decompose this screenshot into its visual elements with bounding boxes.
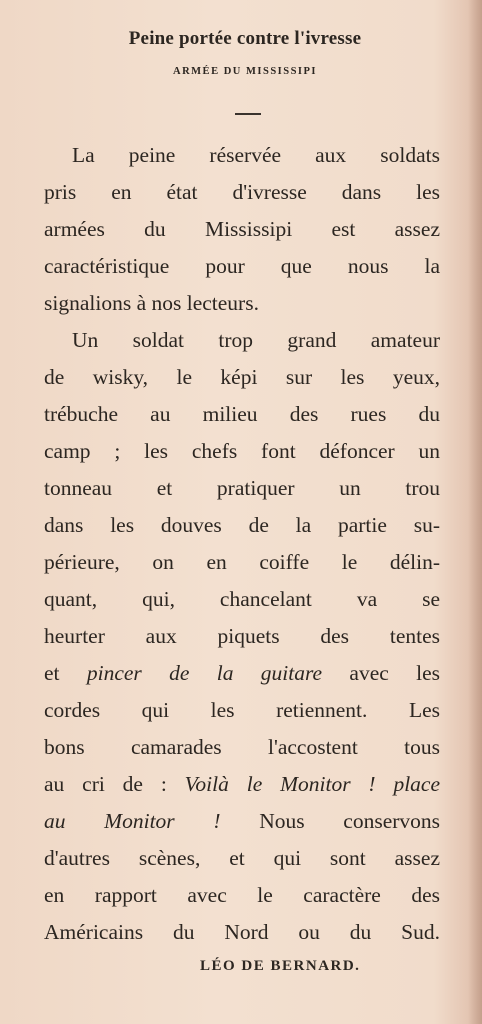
body-line: caractéristique pour que nous la: [44, 254, 440, 278]
body-line: [44, 769, 440, 799]
body-text: Nous conservons: [259, 809, 441, 833]
page-spine-shadow: [468, 0, 482, 1024]
body-line: de wisky, le képi sur les yeux,: [44, 365, 440, 389]
body-line: Un soldat trop grand amateur: [72, 328, 440, 352]
body-line: Américains du Nord ou du Sud.: [44, 920, 440, 944]
body-line: quant, qui, chancelant va se: [44, 587, 440, 611]
body-line: tonneau et pratiquer un trou: [44, 476, 440, 500]
italic-phrase: pincer de la guitare: [86, 661, 323, 685]
body-line: camp ; les chefs font défoncer un: [44, 439, 440, 463]
article-title: Peine portée contre l'ivresse: [128, 28, 362, 49]
body-line: pris en état d'ivresse dans les: [44, 180, 440, 204]
italic-phrase: au Monitor !: [44, 809, 221, 833]
body-text: et: [44, 661, 60, 685]
body-line: [44, 806, 440, 836]
author-signature: LÉO DE BERNARD.: [200, 958, 361, 974]
body-line: en rapport avec le caractère des: [44, 883, 440, 907]
article-subtitle: ARMÉE DU MISSISSIPI: [172, 66, 318, 77]
body-line: armées du Mississipi est assez: [44, 217, 440, 241]
title-divider: [235, 113, 261, 115]
body-line: heurter aux piquets des tentes: [44, 624, 440, 648]
body-line: cordes qui les retiennent. Les: [44, 698, 440, 722]
italic-phrase: Voilà le Monitor ! place: [184, 772, 440, 796]
body-text: avec les: [349, 661, 441, 685]
body-line: trébuche au milieu des rues du: [44, 402, 440, 426]
body-line: La peine réservée aux soldats: [72, 143, 440, 167]
body-line: bons camarades l'accostent tous: [44, 735, 440, 759]
body-line: périeure, on en coiffe le délin-: [44, 550, 440, 574]
body-line: d'autres scènes, et qui sont assez: [44, 846, 440, 870]
body-line: signalions à nos lecteurs.: [44, 291, 259, 315]
body-line: dans les douves de la partie su-: [44, 513, 440, 537]
body-text: au cri de :: [44, 772, 167, 796]
body-line: [44, 658, 440, 688]
